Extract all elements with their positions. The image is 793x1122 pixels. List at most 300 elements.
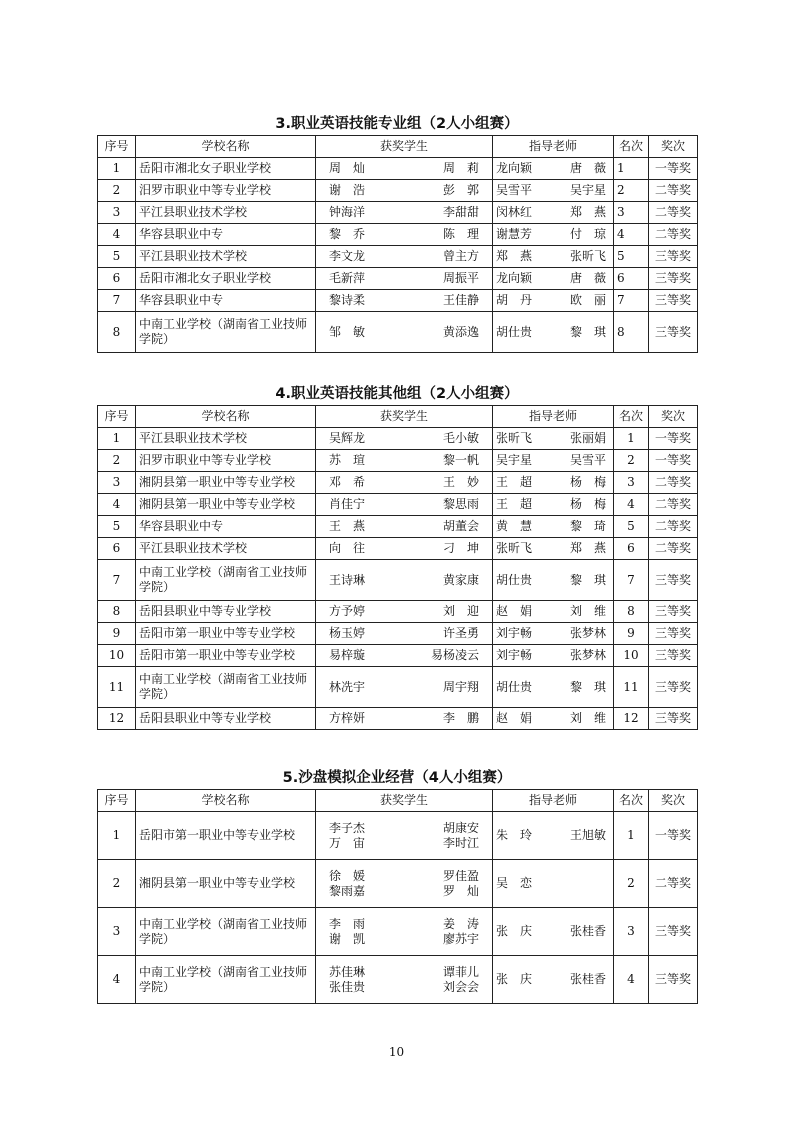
students-cell <box>316 290 493 312</box>
teachers-cell <box>493 560 614 601</box>
award: 一等奖 <box>649 428 698 450</box>
teacher-name: 赵 娟 <box>496 604 533 618</box>
header-rank: 名次 <box>614 790 649 812</box>
student-name: 刘会会 <box>442 979 479 994</box>
table-row <box>98 246 698 268</box>
award: 二等奖 <box>649 538 698 560</box>
student-list <box>319 869 489 899</box>
student-list <box>319 183 489 198</box>
student-name: 罗 灿 <box>442 883 479 898</box>
school-name: 中南工业学校（湖南省工业技师学院） <box>136 312 316 353</box>
rank: 9 <box>614 623 649 645</box>
rank: 2 <box>614 180 649 202</box>
rank: 8 <box>614 312 649 353</box>
award-table <box>97 135 698 353</box>
teacher-pair <box>496 711 610 726</box>
student-name: 毛新萍 <box>329 271 366 285</box>
school-name: 华容县职业中专 <box>136 516 316 538</box>
row-no: 10 <box>98 645 136 667</box>
table-row <box>98 860 698 908</box>
student-name: 王 燕 <box>329 519 366 533</box>
award: 二等奖 <box>649 494 698 516</box>
header-award: 奖次 <box>649 790 698 812</box>
award: 二等奖 <box>649 180 698 202</box>
student-name: 刘 迎 <box>442 604 479 618</box>
teachers-cell <box>493 860 614 908</box>
student-name: 邓 希 <box>329 475 366 489</box>
students-cell <box>316 601 493 623</box>
teacher-pair <box>496 828 610 843</box>
students-cell <box>316 268 493 290</box>
teacher-pair <box>496 161 610 176</box>
student-list <box>319 161 489 176</box>
teacher-pair <box>496 972 610 987</box>
rank: 5 <box>614 516 649 538</box>
teachers-cell <box>493 956 614 1004</box>
table-row <box>98 312 698 353</box>
rank: 4 <box>614 224 649 246</box>
teacher-pair <box>496 205 610 220</box>
student-name: 胡董会 <box>442 519 479 533</box>
student-name: 李时江 <box>442 835 479 850</box>
table-row <box>98 180 698 202</box>
student-name: 谢 凯 <box>329 931 366 946</box>
table-row <box>98 450 698 472</box>
section-5 <box>97 767 697 1004</box>
student-name: 许圣勇 <box>442 626 479 640</box>
student-list <box>319 648 489 663</box>
teacher-name: 郑 燕 <box>496 249 533 263</box>
teacher-name: 吴 恋 <box>496 876 533 890</box>
student-name: 林冼宇 <box>329 679 366 694</box>
award: 一等奖 <box>649 450 698 472</box>
teacher-name: 胡仕贵 <box>496 679 533 694</box>
header-school: 学校名称 <box>136 790 316 812</box>
students-cell <box>316 450 493 472</box>
rank: 7 <box>614 560 649 601</box>
award: 二等奖 <box>649 472 698 494</box>
teacher-name: 朱 玲 <box>496 828 533 842</box>
school-name: 华容县职业中专 <box>136 224 316 246</box>
teachers-cell <box>493 428 614 450</box>
school-name: 华容县职业中专 <box>136 290 316 312</box>
rank: 3 <box>614 202 649 224</box>
header-row <box>98 406 698 428</box>
student-name: 张佳贵 <box>329 979 366 994</box>
student-name: 万 宙 <box>329 835 366 850</box>
student-list <box>319 325 489 340</box>
school-name: 岳阳市第一职业中等专业学校 <box>136 623 316 645</box>
table-row <box>98 601 698 623</box>
teacher-name: 唐 薇 <box>569 271 606 285</box>
award: 三等奖 <box>649 667 698 708</box>
student-name: 谭菲儿 <box>442 964 479 979</box>
teacher-name: 刘 维 <box>569 604 606 618</box>
rank: 5 <box>614 246 649 268</box>
student-list <box>319 680 489 695</box>
students-cell <box>316 560 493 601</box>
school-name: 岳阳市第一职业中等专业学校 <box>136 812 316 860</box>
teacher-name: 张昕飞 <box>496 431 533 445</box>
student-pair <box>319 626 489 641</box>
student-pair <box>319 475 489 490</box>
row-no: 8 <box>98 601 136 623</box>
rank: 1 <box>614 428 649 450</box>
student-name: 钟海洋 <box>329 205 366 219</box>
teacher-name: 张桂香 <box>569 924 606 938</box>
teacher-name: 杨 梅 <box>569 497 606 511</box>
students-cell <box>316 623 493 645</box>
award: 三等奖 <box>649 645 698 667</box>
student-name: 刁 坤 <box>442 541 479 555</box>
table-row <box>98 224 698 246</box>
rank: 6 <box>614 538 649 560</box>
award: 二等奖 <box>649 516 698 538</box>
row-no: 9 <box>98 623 136 645</box>
teacher-name: 郑 燕 <box>569 205 606 219</box>
teachers-cell <box>493 516 614 538</box>
teachers-cell <box>493 908 614 956</box>
school-name: 中南工业学校（湖南省工业技师学院） <box>136 908 316 956</box>
header-students: 获奖学生 <box>316 406 493 428</box>
teacher-name: 胡 丹 <box>496 293 533 307</box>
student-list <box>319 711 489 726</box>
award: 二等奖 <box>649 202 698 224</box>
header-row <box>98 790 698 812</box>
teachers-cell <box>493 180 614 202</box>
students-cell <box>316 645 493 667</box>
student-pair <box>319 161 489 176</box>
student-pair <box>319 821 489 836</box>
teachers-cell <box>493 290 614 312</box>
student-list <box>319 205 489 220</box>
student-list <box>319 453 489 468</box>
table-row <box>98 516 698 538</box>
row-no: 12 <box>98 708 136 730</box>
students-cell <box>316 667 493 708</box>
header-award: 奖次 <box>649 136 698 158</box>
teacher-name: 胡仕贵 <box>496 572 533 587</box>
rank: 6 <box>614 268 649 290</box>
teacher-name: 刘 维 <box>569 711 606 725</box>
teacher-pair <box>496 604 610 619</box>
student-pair <box>319 648 489 663</box>
teacher-pair <box>496 680 610 695</box>
students-cell <box>316 812 493 860</box>
student-name: 李 鹏 <box>442 711 479 725</box>
teachers-cell <box>493 224 614 246</box>
rank: 3 <box>614 472 649 494</box>
student-name: 方梓妍 <box>329 711 366 725</box>
teacher-name: 黎 琪 <box>569 572 606 587</box>
teacher-pair <box>496 475 610 490</box>
student-list <box>319 821 489 851</box>
table-row <box>98 623 698 645</box>
teacher-pair <box>496 573 610 588</box>
table-row <box>98 667 698 708</box>
student-pair <box>319 183 489 198</box>
award: 三等奖 <box>649 312 698 353</box>
award: 三等奖 <box>649 908 698 956</box>
teacher-name: 黎 琪 <box>569 679 606 694</box>
rank: 10 <box>614 645 649 667</box>
table-row <box>98 956 698 1004</box>
students-cell <box>316 708 493 730</box>
student-pair <box>319 932 489 947</box>
section-title: 5.沙盘模拟企业经营（4人小组赛） <box>282 770 512 786</box>
rank: 4 <box>614 494 649 516</box>
teachers-cell <box>493 538 614 560</box>
teacher-name: 欧 丽 <box>569 293 606 307</box>
section-title: 4.职业英语技能其他组（2人小组赛） <box>275 386 519 402</box>
award: 三等奖 <box>649 601 698 623</box>
row-no: 1 <box>98 812 136 860</box>
student-name: 胡康安 <box>442 820 479 835</box>
teacher-pair <box>496 648 610 663</box>
student-pair <box>319 271 489 286</box>
award: 一等奖 <box>649 812 698 860</box>
teacher-name: 王 超 <box>496 497 533 511</box>
header-no: 序号 <box>98 790 136 812</box>
school-name: 岳阳市湘北女子职业学校 <box>136 268 316 290</box>
student-pair <box>319 453 489 468</box>
teacher-name: 闵林红 <box>496 205 533 219</box>
school-name: 岳阳县职业中等专业学校 <box>136 708 316 730</box>
student-pair <box>319 965 489 980</box>
student-name: 黎诗柔 <box>329 293 366 307</box>
teachers-cell <box>493 246 614 268</box>
row-no: 7 <box>98 560 136 601</box>
student-name: 黄家康 <box>442 572 479 587</box>
student-list <box>319 604 489 619</box>
student-pair <box>319 573 489 588</box>
student-pair <box>319 205 489 220</box>
student-name: 王诗琳 <box>329 572 366 587</box>
award: 三等奖 <box>649 246 698 268</box>
award: 二等奖 <box>649 860 698 908</box>
student-pair <box>319 711 489 726</box>
rank: 12 <box>614 708 649 730</box>
student-name: 曾主方 <box>442 249 479 263</box>
student-pair <box>319 293 489 308</box>
student-pair <box>319 519 489 534</box>
teacher-name: 杨 梅 <box>569 475 606 489</box>
award: 三等奖 <box>649 956 698 1004</box>
teachers-cell <box>493 601 614 623</box>
student-name: 彭 郭 <box>442 183 479 197</box>
student-name: 杨玉婷 <box>329 626 366 640</box>
student-name: 黎一帆 <box>442 453 479 467</box>
teacher-pair <box>496 626 610 641</box>
rank: 8 <box>614 601 649 623</box>
teacher-name: 吴宇星 <box>496 453 533 467</box>
student-pair <box>319 325 489 340</box>
student-name: 王 妙 <box>442 475 479 489</box>
student-name: 邹 敏 <box>329 324 366 339</box>
rank: 1 <box>614 812 649 860</box>
award: 三等奖 <box>649 290 698 312</box>
student-name: 王佳静 <box>442 293 479 307</box>
table-row <box>98 494 698 516</box>
student-name: 黎思雨 <box>442 497 479 511</box>
row-no: 1 <box>98 428 136 450</box>
teacher-name: 张 庆 <box>496 924 533 938</box>
table-row <box>98 708 698 730</box>
table-row <box>98 428 698 450</box>
student-list <box>319 475 489 490</box>
rank: 11 <box>614 667 649 708</box>
header-school: 学校名称 <box>136 406 316 428</box>
teacher-pair <box>496 271 610 286</box>
teachers-cell <box>493 494 614 516</box>
header-rank: 名次 <box>614 406 649 428</box>
student-list <box>319 965 489 995</box>
student-pair <box>319 227 489 242</box>
student-name: 周宇翔 <box>442 679 479 694</box>
student-list <box>319 573 489 588</box>
row-no: 7 <box>98 290 136 312</box>
row-no: 1 <box>98 158 136 180</box>
school-name: 中南工业学校（湖南省工业技师学院） <box>136 956 316 1004</box>
students-cell <box>316 516 493 538</box>
school-name: 平江县职业技术学校 <box>136 538 316 560</box>
school-name: 汨罗市职业中等专业学校 <box>136 180 316 202</box>
student-name: 易杨凌云 <box>430 648 479 662</box>
row-no: 11 <box>98 667 136 708</box>
student-name: 易梓璇 <box>329 648 366 662</box>
student-list <box>319 293 489 308</box>
row-no: 4 <box>98 494 136 516</box>
row-no: 2 <box>98 450 136 472</box>
section-title: 3.职业英语技能专业组（2人小组赛） <box>275 116 519 132</box>
row-no: 2 <box>98 180 136 202</box>
rank: 1 <box>614 158 649 180</box>
students-cell <box>316 956 493 1004</box>
student-name: 谢 浩 <box>329 183 366 197</box>
student-list <box>319 519 489 534</box>
student-name: 向 往 <box>329 541 366 555</box>
student-name: 罗佳盈 <box>442 868 479 883</box>
teacher-name: 刘宇畅 <box>496 648 533 662</box>
school-name: 岳阳市第一职业中等专业学校 <box>136 645 316 667</box>
students-cell <box>316 472 493 494</box>
row-no: 6 <box>98 268 136 290</box>
award-table <box>97 789 698 1004</box>
teachers-cell <box>493 158 614 180</box>
header-students: 获奖学生 <box>316 136 493 158</box>
teacher-pair <box>496 431 610 446</box>
students-cell <box>316 312 493 353</box>
student-name: 方予婷 <box>329 604 366 618</box>
teachers-cell <box>493 667 614 708</box>
teacher-name: 龙向颖 <box>496 271 533 285</box>
teacher-pair <box>496 453 610 468</box>
students-cell <box>316 180 493 202</box>
award: 三等奖 <box>649 623 698 645</box>
teachers-cell <box>493 623 614 645</box>
student-list <box>319 541 489 556</box>
rank: 4 <box>614 956 649 1004</box>
row-no: 2 <box>98 860 136 908</box>
student-list <box>319 626 489 641</box>
teacher-name: 张梦林 <box>569 648 606 662</box>
teacher-name: 王旭敏 <box>569 828 606 842</box>
teacher-name: 黎 琦 <box>569 519 606 533</box>
teacher-name: 吴宇星 <box>569 183 606 197</box>
header-teachers: 指导老师 <box>493 790 614 812</box>
teacher-pair <box>496 249 610 264</box>
student-pair <box>319 249 489 264</box>
teacher-name: 张梦林 <box>569 626 606 640</box>
student-pair <box>319 497 489 512</box>
award: 一等奖 <box>649 158 698 180</box>
student-pair <box>319 431 489 446</box>
teacher-pair <box>496 325 610 340</box>
row-no: 8 <box>98 312 136 353</box>
teacher-pair <box>496 183 610 198</box>
students-cell <box>316 224 493 246</box>
teacher-pair <box>496 227 610 242</box>
student-list <box>319 249 489 264</box>
student-name: 黄添逸 <box>442 324 479 339</box>
table-row <box>98 812 698 860</box>
teacher-name: 赵 娟 <box>496 711 533 725</box>
school-name: 湘阴县第一职业中等专业学校 <box>136 472 316 494</box>
students-cell <box>316 860 493 908</box>
students-cell <box>316 428 493 450</box>
teachers-cell <box>493 812 614 860</box>
student-name: 吴辉龙 <box>329 431 366 445</box>
student-name: 苏佳琳 <box>329 964 366 979</box>
header-no: 序号 <box>98 136 136 158</box>
row-no: 4 <box>98 956 136 1004</box>
student-list <box>319 271 489 286</box>
school-name: 平江县职业技术学校 <box>136 428 316 450</box>
award-table <box>97 405 698 730</box>
teachers-cell <box>493 450 614 472</box>
school-name: 中南工业学校（湖南省工业技师学院） <box>136 560 316 601</box>
student-name: 苏 瑄 <box>329 453 366 467</box>
student-pair <box>319 604 489 619</box>
header-students: 获奖学生 <box>316 790 493 812</box>
header-school: 学校名称 <box>136 136 316 158</box>
teacher-pair <box>496 876 610 891</box>
student-list <box>319 431 489 446</box>
award: 二等奖 <box>649 224 698 246</box>
student-name: 李甜甜 <box>442 205 479 219</box>
school-name: 平江县职业技术学校 <box>136 246 316 268</box>
section-3 <box>97 113 697 353</box>
student-pair <box>319 541 489 556</box>
award: 三等奖 <box>649 268 698 290</box>
table-row <box>98 560 698 601</box>
teacher-name: 黄 慧 <box>496 519 533 533</box>
row-no: 3 <box>98 472 136 494</box>
student-name: 李文龙 <box>329 249 366 263</box>
student-pair <box>319 680 489 695</box>
rank: 2 <box>614 450 649 472</box>
row-no: 5 <box>98 516 136 538</box>
header-no: 序号 <box>98 406 136 428</box>
students-cell <box>316 158 493 180</box>
student-name: 徐 媛 <box>329 868 366 883</box>
student-name: 周 灿 <box>329 161 366 175</box>
teacher-name: 刘宇畅 <box>496 626 533 640</box>
students-cell <box>316 202 493 224</box>
students-cell <box>316 494 493 516</box>
student-pair <box>319 869 489 884</box>
teacher-pair <box>496 293 610 308</box>
